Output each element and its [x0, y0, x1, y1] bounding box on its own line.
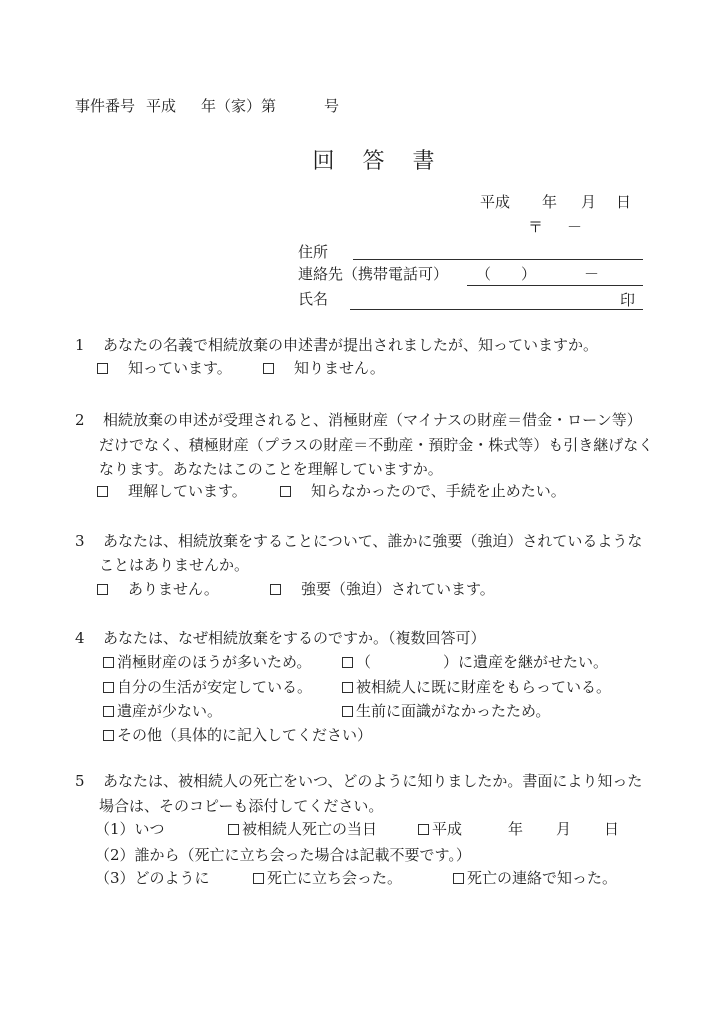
- q5-sub3-label: （3）どのように: [95, 869, 210, 887]
- q1-option-2-checkbox[interactable]: [263, 363, 274, 374]
- date-month-label: 月: [581, 193, 597, 211]
- q5-sub1-month-label: 月: [556, 820, 572, 838]
- q4-row2-right-checkbox[interactable]: [342, 682, 353, 693]
- q4-row1-right-option: [342, 653, 608, 671]
- q1-option-2-label: 知りません。: [294, 359, 385, 377]
- q1-option-1-checkbox[interactable]: [97, 363, 108, 374]
- phone-close-paren: ）: [521, 265, 537, 283]
- q4-row2-left-label: 自分の生活が安定している。: [117, 678, 313, 696]
- q4-row1-right-checkbox[interactable]: [342, 657, 353, 668]
- contact-label: 連絡先（携帯電話可）: [298, 265, 449, 283]
- question-2-line-1: [75, 411, 642, 429]
- q5-sub1-year-label: 年: [508, 820, 524, 838]
- q4-row2-right-label: 被相続人に既に財産をもらっている。: [356, 678, 612, 696]
- question-2-text-1: 相続放棄の申述が受理されると、消極財産（マイナスの財産＝借金・ローン等）: [103, 411, 642, 429]
- q4-row1-left-label: 消極財産のほうが多いため。: [117, 653, 312, 671]
- question-5-text-1: あなたは、被相続人の死亡をいつ、どのように知りましたか。書面により知った: [103, 772, 643, 790]
- address-label: 住所: [298, 243, 329, 261]
- q2-option-2: [280, 482, 566, 500]
- q3-option-1: [97, 580, 219, 598]
- q5-sub1-label: （1）いつ: [95, 820, 165, 838]
- postal-dash: －: [567, 218, 583, 236]
- date-era-label: 平成: [480, 193, 511, 211]
- q5-sub3-option-2-label: 死亡の連絡で知った。: [467, 869, 618, 887]
- q5-sub1-option-2: [418, 820, 619, 838]
- q5-sub3-option-1-label: 死亡に立ち会った。: [267, 869, 403, 887]
- q4-other-option: [103, 726, 372, 744]
- q5-sub1-era-label: 平成: [432, 820, 463, 838]
- q3-option-2-label: 強要（強迫）されています。: [301, 580, 495, 598]
- q4-row3-left-checkbox[interactable]: [103, 706, 114, 717]
- question-5-text-2: 場合は、そのコピーも添付してください。: [99, 797, 384, 815]
- q4-row3-right-checkbox[interactable]: [342, 706, 353, 717]
- q1-option-1-label: 知っています。: [128, 359, 232, 377]
- form-title-row: [0, 149, 720, 175]
- name-input-line[interactable]: [350, 309, 643, 310]
- question-3-text-2: ことはありませんか。: [99, 556, 250, 574]
- q4-other-checkbox[interactable]: [103, 730, 114, 741]
- address-input-line[interactable]: [353, 259, 643, 260]
- date-year-label: 年: [542, 193, 558, 211]
- case-number-label: 事件番号: [75, 97, 136, 115]
- q5-sub3-option-2: [453, 869, 617, 887]
- phone-open-paren: （: [476, 265, 492, 283]
- q4-row1-right-label: ）に遺産を継がせたい。: [443, 653, 609, 671]
- q5-sub2-label: （2）誰から（死亡に立ち会った場合は記載不要です。）: [95, 846, 471, 864]
- date-day-label: 日: [616, 193, 632, 211]
- q2-option-2-label: 知らなかったので、手続を止めたい。: [311, 482, 566, 500]
- case-suffix-label: 号: [324, 97, 340, 115]
- q1-option-2: [263, 359, 385, 377]
- question-3-text-1: あなたは、相続放棄をすることについて、誰かに強要（強迫）されているような: [103, 532, 643, 550]
- q1-option-1: [97, 359, 232, 377]
- question-1-text: あなたの名義で相続放棄の申述書が提出されましたが、知っていますか。: [103, 336, 599, 354]
- q3-option-1-checkbox[interactable]: [97, 584, 108, 595]
- question-4-number: 4: [75, 629, 85, 647]
- question-1-line: [75, 336, 598, 354]
- q3-option-1-label: ありません。: [128, 580, 219, 598]
- question-3-line-1: [75, 532, 642, 550]
- question-3-number: 3: [75, 532, 85, 550]
- q2-option-1-checkbox[interactable]: [97, 486, 108, 497]
- question-5-line-1: [75, 772, 642, 790]
- q5-sub1-option-2-checkbox[interactable]: [418, 824, 429, 835]
- q4-row3-left-label: 遺産が少ない。: [117, 702, 223, 720]
- seal-label: 印: [620, 291, 636, 309]
- q5-sub1-option-1: [228, 820, 377, 838]
- postal-line: [528, 218, 582, 236]
- q5-sub1-option-1-label: 被相続人死亡の当日: [242, 820, 378, 838]
- question-1-number: 1: [75, 336, 85, 354]
- q4-row1-right-open-paren: （: [356, 653, 372, 671]
- form-title: 回 答 書: [312, 149, 438, 174]
- case-counter-label: 年（家）第: [201, 97, 277, 115]
- question-4-line-1: [75, 629, 486, 647]
- q4-heir-name-blank[interactable]: [371, 662, 443, 663]
- q5-sub3-option-1: [253, 869, 402, 887]
- q5-sub1-option-1-checkbox[interactable]: [228, 824, 239, 835]
- q4-row3-left-option: [103, 702, 222, 720]
- q4-row2-left-option: [103, 678, 312, 696]
- question-2-number: 2: [75, 411, 85, 429]
- q4-row3-right-label: 生前に面識がなかったため。: [356, 702, 551, 720]
- case-number-line: [75, 97, 339, 115]
- q2-option-2-checkbox[interactable]: [280, 486, 291, 497]
- q2-option-1-label: 理解しています。: [128, 482, 247, 500]
- q4-row1-left-checkbox[interactable]: [103, 657, 114, 668]
- q4-row3-right-option: [342, 702, 550, 720]
- contact-input-line[interactable]: [467, 285, 643, 286]
- q5-sub1-day-label: 日: [604, 820, 620, 838]
- case-era-label: 平成: [146, 97, 177, 115]
- q4-other-label: その他（具体的に記入してください）: [117, 726, 373, 744]
- q4-row1-left-option: [103, 653, 311, 671]
- date-line: [480, 193, 631, 211]
- question-2-text-3: なります。あなたはこのことを理解していますか。: [99, 460, 443, 478]
- postal-mark: 〒: [528, 218, 544, 236]
- name-label: 氏名: [298, 290, 329, 308]
- q5-sub3-option-2-checkbox[interactable]: [453, 873, 464, 884]
- q3-option-2-checkbox[interactable]: [270, 584, 281, 595]
- question-4-text: あなたは、なぜ相続放棄をするのですか。（複数回答可）: [103, 629, 486, 647]
- phone-dash: －: [584, 265, 600, 283]
- question-5-number: 5: [75, 772, 85, 790]
- q4-row2-left-checkbox[interactable]: [103, 682, 114, 693]
- q4-row2-right-option: [342, 678, 611, 696]
- q5-sub3-option-1-checkbox[interactable]: [253, 873, 264, 884]
- q2-option-1: [97, 482, 247, 500]
- question-2-text-2: だけでなく、積極財産（プラスの財産＝不動産・預貯金・株式等）も引き継げなく: [99, 436, 654, 454]
- q3-option-2: [270, 580, 495, 598]
